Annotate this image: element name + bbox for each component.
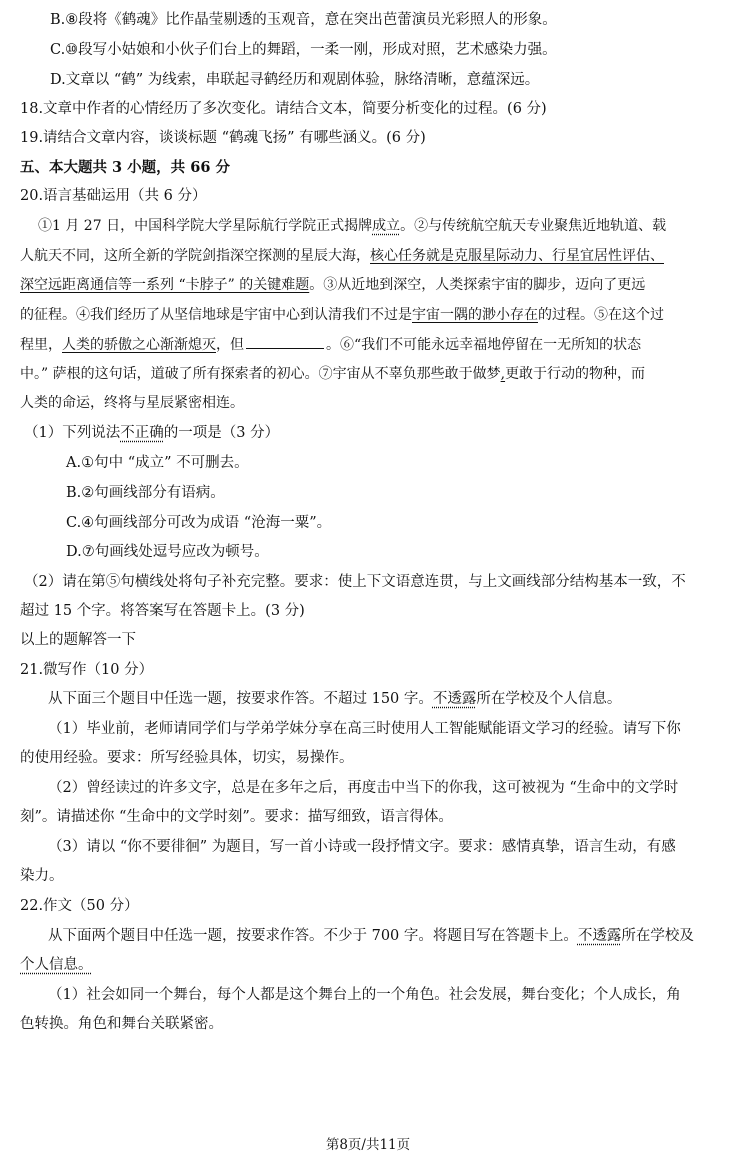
passage-line-7: 人类的命运，终将与星辰紧密相连。 [20,395,244,411]
question-20: 20.语言基础运用（共 6 分） [20,188,207,204]
passage-text: 程里， [20,337,62,353]
question-22-1-line-2: 色转换。角色和舞台关联紧密。 [20,1016,223,1032]
question-20-2-line-1: （2）请在第⑤句横线处将句子补充完整。要求：使上下文语意连贯，与上文画线部分结构基本一致，不 [24,574,686,590]
question-text: 的一项是（3 分） [163,425,280,441]
question-21-1-line-2: 的使用经验。要求：所写经验具体，切实，易操作。 [20,750,354,766]
note-text: 以上的题解答一下 [20,632,136,648]
option-a: A.①句中 “成立” 不可删去。 [66,455,249,471]
question-22: 22.作文（50 分） [20,898,139,914]
passage-text: 更敢于行动的物种，而 [505,366,646,382]
option-17d: D.文章以 “鹤” 为线索，串联起寻鹤经历和观剧体验，脉络清晰，意蕴深远。 [50,72,540,88]
option-17b: B.⑧段将《鹤魂》比作晶莹剔透的玉观音，意在突出芭蕾演员光彩照人的形象。 [50,12,557,28]
question-20-2-line-2: 超过 15 个字。将答案写在答题卡上。(3 分) [20,603,305,619]
underlined-comma: , [500,366,506,382]
question-text: 所在学校及个人信息。 [476,691,622,707]
dotted-word: 成立 [372,218,401,234]
question-text: （1）下列说法 [24,425,121,441]
emphasis-text: 不透露 [577,928,622,944]
passage-text: 。⑥“我们不可能永远幸福地停留在一无所知的状态 [326,337,642,353]
option-d: D.⑦句画线处逗号应改为顿号。 [66,544,269,560]
question-text: 从下面两个题目中任选一题，按要求作答。不少于 700 字。将题目写在答题卡上。 [48,928,578,944]
passage-line-4 [20,305,736,325]
passage-line-2 [20,246,736,266]
question-22-1-line-1: （1）社会如同一个舞台，每个人都是这个舞台上的一个角色。社会发展，舞台变化；个人成长，角 [48,987,681,1003]
passage-line-5 [20,334,736,355]
passage-line-6 [20,364,736,384]
page-number: 第8页/共11页 [325,1137,411,1153]
question-text: 所在学校及 [621,928,694,944]
passage-line-1 [38,216,736,236]
passage-text: 的征程。④我们经历了从坚信地球是宇宙中心到认清我们不过是 [20,307,412,323]
question-19: 19.请结合文章内容，谈谈标题 “鹤魂飞扬” 有哪些涵义。(6 分) [20,130,426,146]
question-22-intro-line-2 [20,955,736,975]
emphasis-text: 不正确 [120,425,164,441]
passage-text: 。③从近地到深空，人类探索宇宙的脚步，迈向了更远 [309,277,646,293]
passage-text: 的过程。⑤在这个过 [538,307,664,323]
question-21-2-line-1: （2）曾经读过的许多文字，总是在多年之后，再度击中当下的你我，这可被视为 “生命中的文学时 [48,780,679,796]
question-21-2-line-2: 刻”。请描述你 “生命中的文学时刻”。要求：描写细致，语言得体。 [20,809,453,825]
question-20-1 [24,423,736,443]
passage-text: ，但 [216,337,244,353]
option-b: B.②句画线部分有语病。 [66,485,225,501]
passage-text: 。②与传统航空航天专业聚焦近地轨道、载 [400,218,667,234]
underlined-text: 人类的骄傲之心渐渐熄灭 [62,337,216,353]
passage-text: 人航天不同，这所全新的学院剑指深空探测的星辰大海， [20,248,370,264]
question-18: 18.文章中作者的心情经历了多次变化。请结合文本，简要分析变化的过程。(6 分) [20,101,547,117]
section-5-heading: 五、本大题共 3 小题，共 66 分 [20,159,230,176]
question-22-intro [48,926,736,946]
passage-text: ①1 月 27 日，中国科学院大学星际航行学院正式揭牌 [38,218,373,234]
answer-blank[interactable] [246,334,324,349]
passage-text: 中。” 萨根的这句话，道破了所有探索者的初心。⑦宇宙从不辜负那些敢于做梦 [20,366,501,382]
question-21-3-line-1: （3）请以 “你不要徘徊” 为题目，写一首小诗或一段抒情文字。要求：感情真挚，语言生动，有感 [48,839,676,855]
question-text: 从下面三个题目中任选一题，按要求作答。不超过 150 字。 [48,691,433,707]
underlined-text: 深空远距离通信等一系列 “卡脖子” 的关键难题 [20,277,310,293]
underlined-text: 核心任务就是克服星际动力、行星宜居性评估、 [370,248,664,264]
question-21-1-line-1: （1）毕业前，老师请同学们与学弟学妹分享在高三时使用人工智能赋能语文学习的经验。请写下你 [48,721,681,737]
question-21-intro [48,689,736,709]
question-21-3-line-2: 染力。 [20,868,64,884]
emphasis-text: 个人信息。 [20,957,93,973]
option-c: C.④句画线部分可改为成语 “沧海一粟”。 [66,515,332,531]
emphasis-text: 不透露 [432,691,477,707]
passage-line-3 [20,275,736,295]
option-17c: C.⑩段写小姑娘和小伙子们台上的舞蹈，一柔一刚，形成对照，艺术感染力强。 [50,42,557,58]
question-21: 21.微写作（10 分） [20,662,154,678]
underlined-text: 宇宙一隅的渺小存在 [412,307,538,323]
